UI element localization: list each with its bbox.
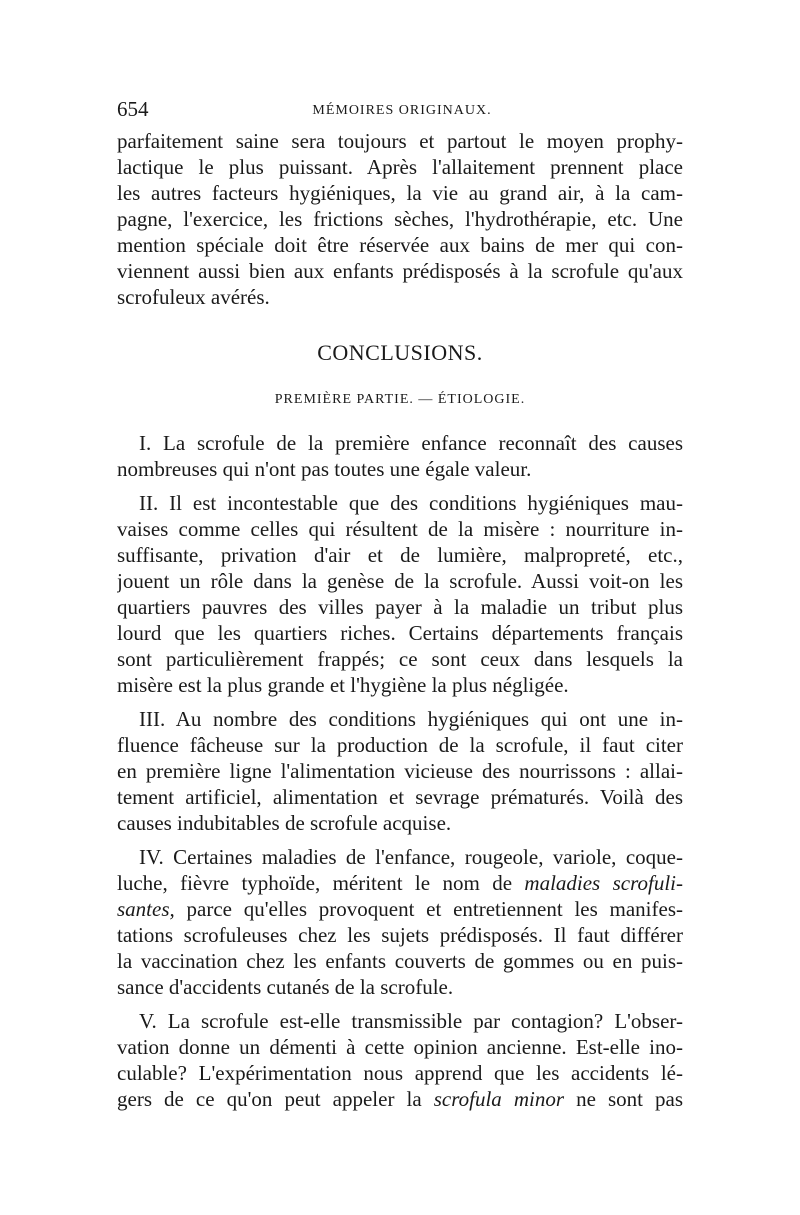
text-line: sance d'accidents cutanés de la scrofule. xyxy=(117,975,454,999)
part-heading: PREMIÈRE PARTIE. — ÉTIOLOGIE. xyxy=(274,392,526,407)
text-line: les autres facteurs hygiéniques, la vie au grand air, à la cam- xyxy=(117,181,683,205)
text-line: viennent aussi bien aux enfants prédisposés à la scrofule qu'aux xyxy=(117,259,683,283)
conclusions-body xyxy=(117,430,683,1120)
conclusion-IV xyxy=(117,844,683,1000)
text-line: parfaitement saine sera toujours et partout le moyen prophy- xyxy=(117,129,683,153)
conclusion-V xyxy=(117,1008,683,1112)
text-line: la vaccination chez les enfants couverts de gommes ou en puis- xyxy=(117,949,683,973)
text-line: causes indubitables de scrofule acquise. xyxy=(117,811,452,835)
text-line: V. La scrofule est-elle transmissible par contagion? L'obser- xyxy=(139,1009,683,1033)
text-line: III. Au nombre des conditions hygiéniques qui ont une in- xyxy=(139,707,683,731)
text-line: I. La scrofule de la première enfance reconnaît des causes xyxy=(139,431,683,455)
text-line: scrofuleux avérés. xyxy=(117,285,270,309)
running-title: MÉMOIRES ORIGINAUX. xyxy=(312,103,492,118)
italic-term: scrofula minor xyxy=(433,1087,565,1111)
text-span: gers de ce qu'on peut appeler la xyxy=(117,1087,422,1111)
text-line: quartiers pauvres des villes payer à la maladie un tribut plus xyxy=(117,595,683,619)
intro-paragraph xyxy=(117,128,683,310)
text-line: culable? L'expérimentation nous apprend que les accidents lé- xyxy=(117,1061,683,1085)
text-line: suffisante, privation d'air et de lumière, malpropreté, etc., xyxy=(117,543,683,567)
conclusions-heading: CONCLUSIONS. xyxy=(317,340,483,365)
conclusion-III xyxy=(117,706,683,836)
text-line xyxy=(117,1086,683,1112)
text-line: IV. Certaines maladies de l'enfance, rougeole, variole, coque- xyxy=(139,845,683,869)
text-line xyxy=(117,896,683,922)
italic-term: santes, xyxy=(117,897,175,921)
text-line: tations scrofuleuses chez les sujets prédisposés. Il faut différer xyxy=(117,923,683,947)
text-line: en première ligne l'alimentation vicieuse des nourrissons : allai- xyxy=(117,759,683,783)
text-span: ne sont pas xyxy=(564,1087,683,1111)
text-line: tement artificiel, alimentation et sevrage prématurés. Voilà des xyxy=(117,785,683,809)
text-line: II. Il est incontestable que des conditions hygiéniques mau- xyxy=(139,491,683,515)
page-number: 654 xyxy=(117,97,149,121)
text-span: parce qu'elles provoquent et entretiennent les manifes- xyxy=(174,897,683,921)
text-line: nombreuses qui n'ont pas toutes une égale valeur. xyxy=(117,457,532,481)
text-line: fluence fâcheuse sur la production de la scrofule, il faut citer xyxy=(117,733,683,757)
text-line: lactique le plus puissant. Après l'allaitement prennent place xyxy=(117,155,683,179)
text-line: mention spéciale doit être réservée aux bains de mer qui con- xyxy=(117,233,683,257)
italic-term: maladies scrofuli- xyxy=(524,871,683,895)
text-line xyxy=(117,870,683,896)
text-line: vation donne un démenti à cette opinion ancienne. Est-elle ino- xyxy=(117,1035,683,1059)
text-line: sont particulièrement frappés; ce sont ceux dans lesquels la xyxy=(117,647,683,671)
text-line: vaises comme celles qui résultent de la misère : nourriture in- xyxy=(117,517,683,541)
text-line: jouent un rôle dans la genèse de la scrofule. Aussi voit-on les xyxy=(117,569,683,593)
text-span: luche, fièvre typhoïde, méritent le nom de xyxy=(117,871,513,895)
text-line: lourd que les quartiers riches. Certains départements français xyxy=(117,621,683,645)
page-header xyxy=(117,97,687,127)
text-line: misère est la plus grande et l'hygiène la plus négligée. xyxy=(117,673,569,697)
conclusion-I xyxy=(117,430,683,482)
conclusion-II xyxy=(117,490,683,698)
text-line: pagne, l'exercice, les frictions sèches, l'hydrothérapie, etc. Une xyxy=(117,207,683,231)
